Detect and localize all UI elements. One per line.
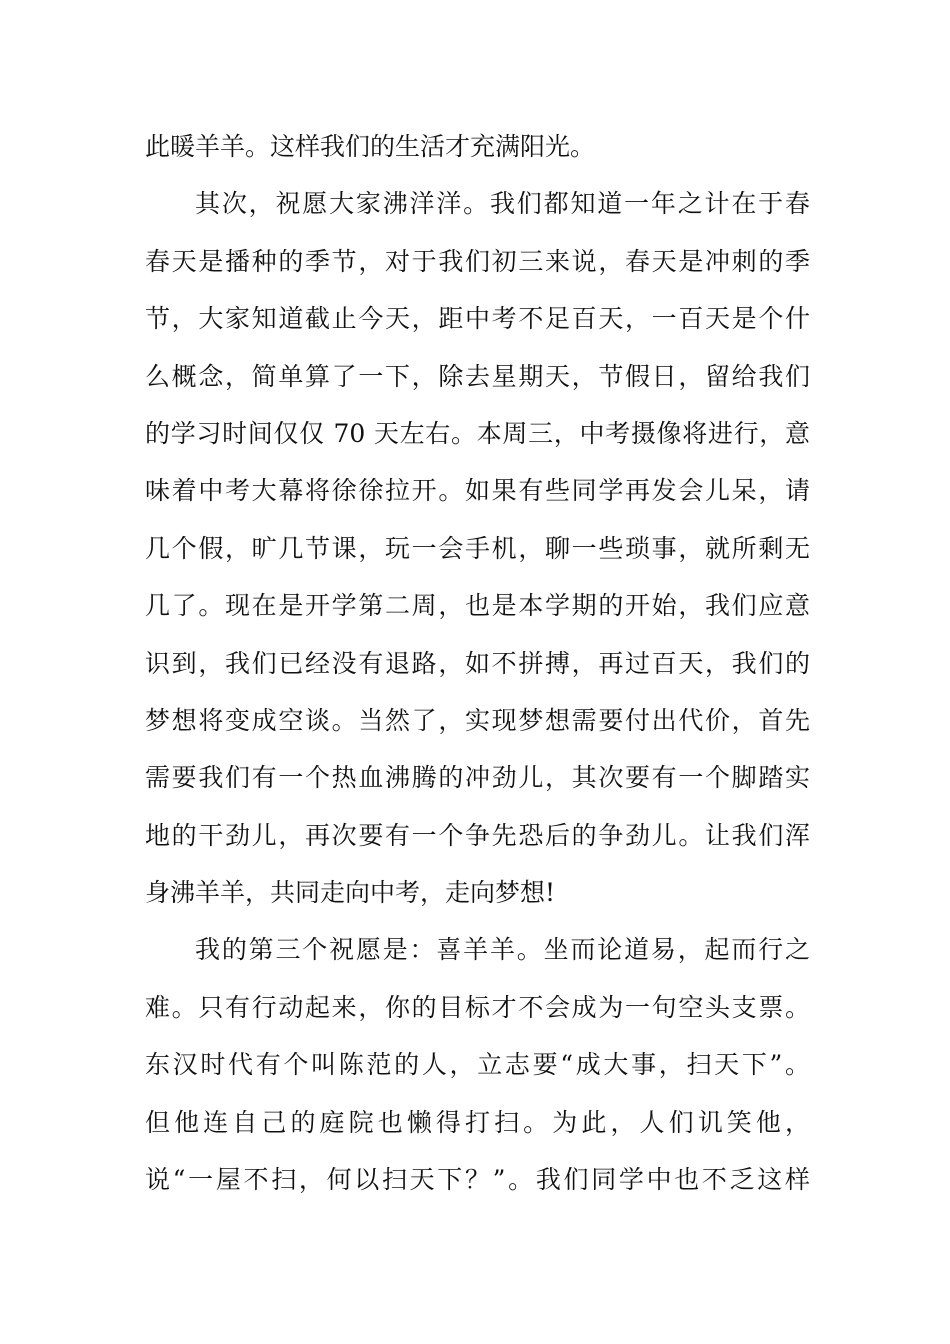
text-line-17: 东汉时代有个叫陈范的人，立志要“成大事，扫天下”。 <box>145 1050 810 1080</box>
text-line-5: 么概念，简单算了一下，除去星期天，节假日，留给我们 <box>145 361 810 391</box>
text-line-11: 梦想将变成空谈。当然了，实现梦想需要付出代价，首先 <box>145 705 810 735</box>
text-line-13: 地的干劲儿，再次要有一个争先恐后的争劲儿。让我们浑 <box>145 820 810 850</box>
text-line-7: 味着中考大幕将徐徐拉开。如果有些同学再发会儿呆，请 <box>145 476 810 506</box>
text-line-10: 识到，我们已经没有退路，如不拼搏，再过百天，我们的 <box>145 648 810 678</box>
paragraph-start-line: 我的第三个祝愿是：喜羊羊。坐而论道易，起而行之 <box>195 935 810 965</box>
text-line-16: 难。只有行动起来，你的目标才不会成为一句空头支票。 <box>145 992 810 1022</box>
text-line-3: 春天是播种的季节，对于我们初三来说，春天是冲刺的季 <box>145 246 810 276</box>
text-line-6: 的学习时间仅仅 70 天左右。本周三，中考摄像将进行，意 <box>145 418 810 448</box>
paragraph-start-line: 其次，祝愿大家沸洋洋。我们都知道一年之计在于春 <box>195 189 810 219</box>
document-body <box>145 118 810 1208</box>
text-line-1: 此暖羊羊。这样我们的生活才充满阳光。 <box>145 132 596 161</box>
text-line-9: 几了。现在是开学第二周，也是本学期的开始，我们应意 <box>145 591 810 621</box>
text-line-18: 但他连自己的庭院也懒得打扫。为此，人们讥笑他， <box>145 1107 810 1137</box>
text-line-4: 节，大家知道截止今天，距中考不足百天，一百天是个什 <box>145 304 810 334</box>
text-line-19: 说“一屋不扫，何以扫天下？”。我们同学中也不乏这样 <box>145 1165 810 1195</box>
text-line-8: 几个假，旷几节课，玩一会手机，聊一些琐事，就所剩无 <box>145 533 810 563</box>
text-line-14: 身沸羊羊，共同走向中考，走向梦想! <box>145 878 556 908</box>
text-line-12: 需要我们有一个热血沸腾的冲劲儿，其次要有一个脚踏实 <box>145 763 810 793</box>
